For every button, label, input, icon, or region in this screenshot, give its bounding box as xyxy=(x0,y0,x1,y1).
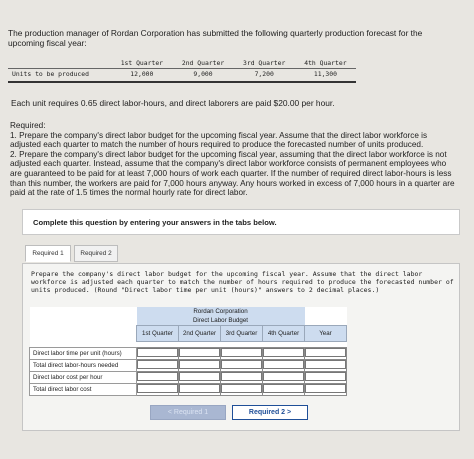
budget-col-year: Year xyxy=(305,326,347,342)
total-hours-q3-input[interactable] xyxy=(221,360,262,369)
tab-required-1[interactable]: Required 1 xyxy=(25,245,71,262)
direct-labor-budget-table xyxy=(29,307,347,396)
total-hours-year-input[interactable] xyxy=(305,360,346,369)
total-cost-year-input[interactable] xyxy=(305,384,346,393)
cost-per-hour-year-input[interactable] xyxy=(305,372,346,381)
budget-row-label: Total direct labor-hours needed xyxy=(30,360,137,372)
budget-col-q3: 3rd Quarter xyxy=(221,326,263,342)
forecast-header-q4: 4th Quarter xyxy=(295,58,356,69)
forecast-value-q2: 9,000 xyxy=(193,70,213,78)
required-section xyxy=(10,121,458,198)
required-heading: Required: xyxy=(10,121,46,130)
budget-row-label: Direct labor time per unit (hours) xyxy=(30,348,137,360)
budget-row-label: Total direct labor cost xyxy=(30,384,137,396)
total-cost-q2-input[interactable] xyxy=(179,384,220,393)
forecast-header-q1: 1st Quarter xyxy=(111,58,172,69)
budget-row-label: Direct labor cost per hour xyxy=(30,372,137,384)
total-cost-q1-input[interactable] xyxy=(137,384,178,393)
production-forecast-table xyxy=(8,58,356,83)
total-hours-q1-input[interactable] xyxy=(137,360,178,369)
forecast-header-q3: 3rd Quarter xyxy=(234,58,295,69)
labor-rate-text: Each unit requires 0.65 direct labor-hours, and direct laborers are paid $20.00 per hour. xyxy=(11,98,335,108)
time-per-unit-year-input[interactable] xyxy=(305,348,346,357)
time-per-unit-q4-input[interactable] xyxy=(263,348,304,357)
budget-row-total-hours xyxy=(30,360,347,372)
budget-company-name: Rordan Corporation xyxy=(137,307,305,316)
total-hours-q4-input[interactable] xyxy=(263,360,304,369)
forecast-header-q2: 2nd Quarter xyxy=(172,58,233,69)
total-cost-q3-input[interactable] xyxy=(221,384,262,393)
budget-col-q1: 1st Quarter xyxy=(137,326,179,342)
instruction-box xyxy=(22,209,460,235)
instruction-text: Complete this question by entering your answers in the tabs below. xyxy=(33,218,277,227)
time-per-unit-q3-input[interactable] xyxy=(221,348,262,357)
total-hours-q2-input[interactable] xyxy=(179,360,220,369)
budget-row-cost-per-hour xyxy=(30,372,347,384)
cost-per-hour-q4-input[interactable] xyxy=(263,372,304,381)
total-cost-q4-input[interactable] xyxy=(263,384,304,393)
budget-col-q4: 4th Quarter xyxy=(263,326,305,342)
forecast-value-q4: 11,300 xyxy=(313,70,337,78)
cost-per-hour-q2-input[interactable] xyxy=(179,372,220,381)
budget-col-q2: 2nd Quarter xyxy=(179,326,221,342)
panel-instructions: Prepare the company's direct labor budget for the upcoming fiscal year. Assume that the direct labor workforce is adjusted each quarter to match the number of hours required to produce the forecasted number of units produced. (Round "Direct labor time per unit (hours)" answers to 2 decimal places.) xyxy=(31,270,454,294)
cost-per-hour-q3-input[interactable] xyxy=(221,372,262,381)
time-per-unit-q1-input[interactable] xyxy=(137,348,178,357)
tab-required-2[interactable]: Required 2 xyxy=(74,245,118,262)
budget-title: Direct Labor Budget xyxy=(137,316,305,326)
forecast-row-label: Units to be produced xyxy=(12,70,89,78)
required-item-2: 2. Prepare the company's direct labor budget for the upcoming fiscal year, assuming that the direct labor workforce is not adjusted each quarter. Instead, assume that the company's direct labor workforce consists of permanent employees who are guaranteed to be paid for at least 7,000 hours of work each quarter. If the number of required direct labor-hours is less than this number, the workers are paid for 7,000 hours anyway. Any hours worked in excess of 7,000 hours in a quarter are paid at the rate of 1.5 times the normal hourly rate for direct labor. xyxy=(10,149,455,198)
problem-intro: The production manager of Rordan Corporation has submitted the following quarterly production forecast for the upcoming fiscal year: xyxy=(8,28,423,48)
cost-per-hour-q1-input[interactable] xyxy=(137,372,178,381)
forecast-value-q1: 12,000 xyxy=(130,70,154,78)
budget-row-time-per-unit xyxy=(30,348,347,360)
required-item-1: 1. Prepare the company's direct labor budget for the upcoming fiscal year. Assume that the direct labor workforce is adjusted each quarter to match the number of hours required to produce the forecasted number of units produced. xyxy=(10,130,428,150)
time-per-unit-q2-input[interactable] xyxy=(179,348,220,357)
previous-required-button[interactable]: < Required 1 xyxy=(150,405,226,420)
next-required-button[interactable]: Required 2 > xyxy=(232,405,308,420)
budget-row-total-cost xyxy=(30,384,347,396)
forecast-value-q3: 7,200 xyxy=(254,70,274,78)
